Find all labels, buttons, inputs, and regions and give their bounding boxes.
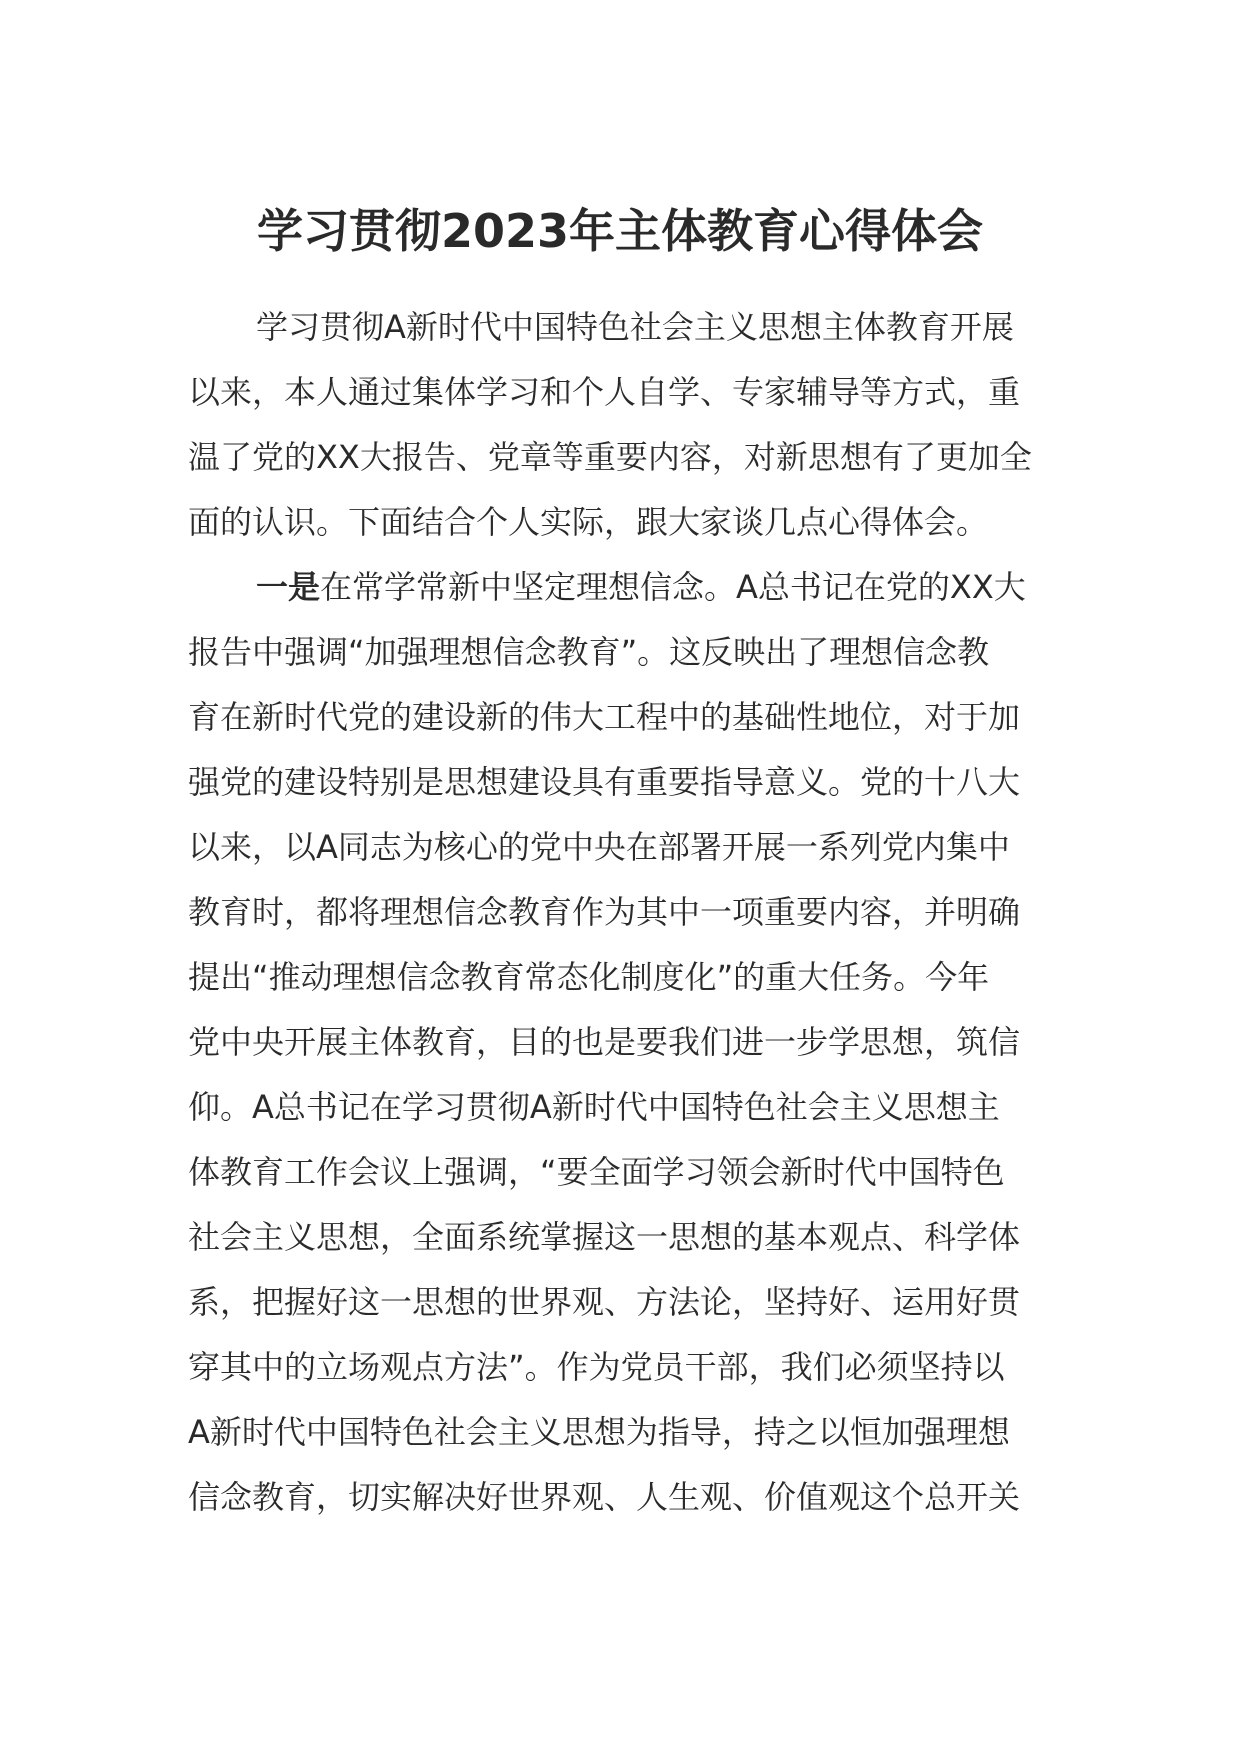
- paragraph-2-line: 体教育工作会议上强调，“要全面学习领会新时代中国特色: [188, 1153, 1005, 1191]
- document-title: 学习贯彻2023年主体教育心得体会: [256, 204, 984, 258]
- paragraph-1-line: 学习贯彻A新时代中国特色社会主义思想主体教育开展: [256, 308, 1014, 346]
- paragraph-2-line: 提出“推动理想信念教育常态化制度化”的重大任务。今年: [188, 958, 990, 996]
- paragraph-1-line: 温了党的XX大报告、党章等重要内容，对新思想有了更加全: [188, 438, 1032, 476]
- paragraph-1-line: 以来，本人通过集体学习和个人自学、专家辅导等方式，重: [188, 373, 1021, 411]
- paragraph-2-lead: 一是: [256, 568, 321, 606]
- paragraph-2-line: 信念教育，切实解决好世界观、人生观、价值观这个总开关: [188, 1478, 1021, 1516]
- paragraph-2-line: 强党的建设特别是思想建设具有重要指导意义。党的十八大: [188, 763, 1021, 801]
- paragraph-2-line: 仰。A总书记在学习贯彻A新时代中国特色社会主义思想主: [188, 1088, 1000, 1126]
- paragraph-2-line: 以来，以A同志为核心的党中央在部署开展一系列党内集中: [188, 828, 1010, 866]
- paragraph-2-line: 社会主义思想，全面系统掌握这一思想的基本观点、科学体: [188, 1218, 1021, 1256]
- paragraph-2-line: A新时代中国特色社会主义思想为指导，持之以恒加强理想: [188, 1413, 1010, 1451]
- paragraph-2-first-line: [188, 555, 1058, 620]
- document-body: [188, 295, 1058, 1530]
- paragraph-2-line: 育在新时代党的建设新的伟大工程中的基础性地位，对于加: [188, 698, 1021, 736]
- paragraph-2-line: 党中央开展主体教育，目的也是要我们进一步学思想，筑信: [188, 1023, 1021, 1061]
- paragraph-2-line: 系，把握好这一思想的世界观、方法论，坚持好、运用好贯: [188, 1283, 1021, 1321]
- paragraph-2-line: 穿其中的立场观点方法”。作为党员干部，我们必须坚持以: [188, 1348, 1005, 1386]
- paragraph-2-line: 教育时，都将理想信念教育作为其中一项重要内容，并明确: [188, 893, 1021, 931]
- paragraph-1-line: 面的认识。下面结合个人实际，跟大家谈几点心得体会。: [188, 503, 989, 541]
- paragraph-2-first-line-text: 在常学常新中坚定理想信念。A总书记在党的XX大: [320, 568, 1026, 606]
- paragraph-2-line: 报告中强调“加强理想信念教育”。这反映出了理想信念教: [188, 633, 990, 671]
